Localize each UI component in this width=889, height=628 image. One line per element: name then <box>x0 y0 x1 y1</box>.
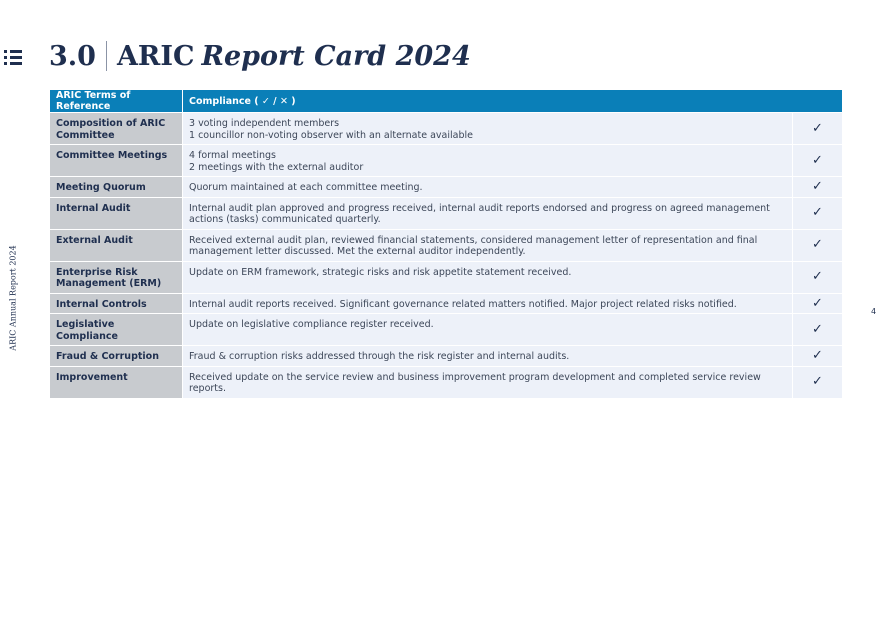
detail-line: Update on ERM framework, strategic risks and risk appetite statement received. <box>189 266 572 278</box>
checkmark-icon: ✓ <box>793 293 843 314</box>
detail-line: Internal audit plan approved and progress received, internal audit reports endorsed and progress on agreed management actions (tasks) communicated quarterly. <box>189 202 770 225</box>
term-cell: External Audit <box>50 229 183 261</box>
title-divider <box>106 41 107 71</box>
page-title <box>49 36 471 76</box>
table-row <box>50 113 843 145</box>
checkmark-icon: ✓ <box>793 197 843 229</box>
detail-line: 1 councillor non-voting observer with an alternate available <box>189 129 473 141</box>
term-cell: Improvement <box>50 366 183 398</box>
table-row <box>50 366 843 398</box>
table-row <box>50 346 843 367</box>
detail-line: Update on legislative compliance register received. <box>189 319 434 330</box>
detail-cell <box>183 197 793 229</box>
detail-line: Received external audit plan, reviewed financial statements, considered management letter of representation and final management letter discussed. Met the external auditor independently. <box>189 234 758 257</box>
detail-cell <box>183 261 793 293</box>
detail-line: 4 formal meetings <box>189 150 277 161</box>
checkmark-icon: ✓ <box>793 314 843 346</box>
checkmark-icon: ✓ <box>793 145 843 177</box>
table-header-row <box>50 90 843 113</box>
table-row <box>50 261 843 293</box>
title-italic: Report Card 2024 <box>201 40 471 72</box>
term-cell: Internal Audit <box>50 197 183 229</box>
detail-cell <box>183 293 793 314</box>
term-cell: Meeting Quorum <box>50 177 183 198</box>
table-row <box>50 229 843 261</box>
section-number: 3.0 <box>49 40 96 72</box>
detail-line: Quorum maintained at each committee meeting. <box>189 182 423 193</box>
detail-cell <box>183 145 793 177</box>
detail-cell <box>183 113 793 145</box>
report-card-table <box>49 89 843 399</box>
detail-line: Received update on the service review and business improvement program development and completed service review reports. <box>189 371 761 394</box>
term-cell: Legislative Compliance <box>50 314 183 346</box>
term-cell: Fraud & Corruption <box>50 346 183 367</box>
table-row <box>50 145 843 177</box>
detail-line: Fraud & corruption risks addressed through the risk register and internal audits. <box>189 351 570 362</box>
detail-line: 2 meetings with the external auditor <box>189 161 364 173</box>
checkmark-icon: ✓ <box>793 261 843 293</box>
header-terms: ARIC Terms of Reference <box>50 90 183 113</box>
detail-cell <box>183 229 793 261</box>
table-row <box>50 197 843 229</box>
checkmark-icon: ✓ <box>793 177 843 198</box>
term-cell: Composition of ARIC Committee <box>50 113 183 145</box>
term-cell: Enterprise Risk Management (ERM) <box>50 261 183 293</box>
checkmark-icon: ✓ <box>793 366 843 398</box>
title-plain: ARIC <box>116 40 195 72</box>
term-cell: Committee Meetings <box>50 145 183 177</box>
detail-cell <box>183 366 793 398</box>
checkmark-icon: ✓ <box>793 113 843 145</box>
checkmark-icon: ✓ <box>793 346 843 367</box>
checkmark-icon: ✓ <box>793 229 843 261</box>
side-label: ARIC Annual Report 2024 <box>8 245 18 351</box>
table-row <box>50 293 843 314</box>
detail-line: 3 voting independent members <box>189 118 340 129</box>
header-compliance: Compliance ( ✓ / ✕ ) <box>183 90 843 113</box>
table-row <box>50 177 843 198</box>
detail-line: Internal audit reports received. Significant governance related matters notified. Major project related risks notified. <box>189 298 737 310</box>
table-row <box>50 314 843 346</box>
detail-cell <box>183 314 793 346</box>
page-number: 4 <box>871 307 877 316</box>
detail-cell <box>183 346 793 367</box>
detail-cell <box>183 177 793 198</box>
term-cell: Internal Controls <box>50 293 183 314</box>
list-icon[interactable] <box>4 50 22 66</box>
